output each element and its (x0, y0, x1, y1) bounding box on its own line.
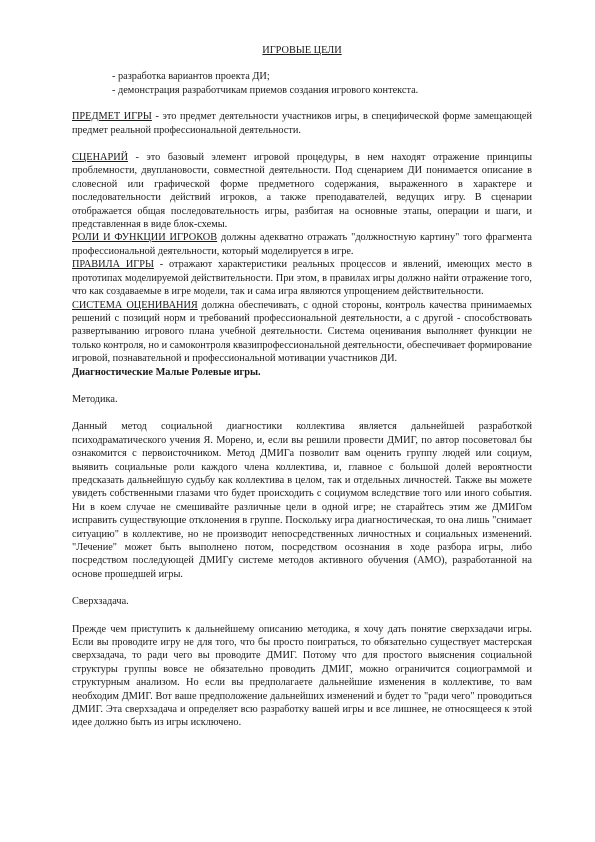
method-heading: Методика. (72, 393, 118, 405)
evaluation-text: должна обеспечивать, с одной стороны, контроль качества принимаемых решений с позиций норм и требований профессиональной деятельности, а с другой - способствовать развертыванию игрового плана учебной деятельности. Система оценивания выполняет функции не только контроля, но и самоконтроля квазипрофессиональной деятельности, обеспечивает формирование игровой, познавательной и профессиональной мотивации участников ДИ. (72, 299, 532, 365)
scenario-term: СЦЕНАРИЙ (72, 152, 129, 164)
section-heading: Диагностические Малые Ролевые игры. (72, 366, 261, 378)
rules-text: - отражают характеристики реальных процессов и явлений, имеющих место в прототипах моделируемой действительности. При этом, в правилах игры должно найти отражение того, что как создаваемые в игре модели, так и сама игра являются упрощением действительности. (72, 259, 532, 298)
scenario-paragraph (72, 151, 532, 231)
subject-paragraph (72, 110, 532, 137)
goals-list (112, 70, 532, 97)
roles-paragraph (72, 231, 532, 258)
roles-text: должны адекватно отражать "должностную картину" того фрагмента профессиональной деятельности, который моделируется в игре. (72, 232, 532, 257)
list-item: - разработка вариантов проекта ДИ; (112, 71, 270, 83)
method-paragraph: Данный метод социальной диагностики коллектива является дальнейшей разработкой психодраматического учения Я. Морено, и, если вы решили провести ДМИГ, по автор посоветовал бы ознакомится с первоисточником. Метод ДМИГа позволит вам оценить группу людей или социум, выявить социальные роли каждого члена коллектива, и, главное с большой долей вероятности предсказать дальнейшую судьбу как коллектива в целом, так и отдельных личностей. Также вы можете увидеть собственными глазами что будет происходить с социумом вследствие того или иного события. Ни в коем случае не смешивайте различные цели в одной игре; не старайтесь этим же ДМИГом исправить существующие отклонения в группе. Поскольку игра диагностическая, то она лишь "снимает ситуацию" в коллективе, но не производит непосредственных личностных и социальных изменений. "Лечение" может быть выполнено потом, посредством осознания в ходе разбора игры, либо посредством последующей ДМИГу системе методов активного обучения (АМО), разработанной на основе прошедшей игры. (72, 421, 532, 580)
supertask-paragraph: Прежде чем приступить к дальнейшему описанию методика, я хочу дать понятие сверхзадачи игры. Если вы проводите игру не для того, что бы просто поиграться, то обязательно существует мастерская сверхзадача, то ради чего вы проводите ДМИГ. Потому что для простого выяснения социальной структуры группы вовсе не обязательно проводить ДМИГ, можно ограничится социограммой и структурным анализом. Но если вы предполагаете дальнейшие изменения в коллективе, то вам необходим ДМИГ. Вот ваше предположение дальнейших изменений и будет то "ради чего" проводиться ДМИГ. Эта сверхзадача и определяет всю разработку вашей игры и все лишнее, не относящееся к этой идее должно быть из игры исключено. (72, 623, 532, 729)
rules-term: ПРАВИЛА ИГРЫ (72, 259, 154, 271)
list-item: - демонстрация разработчикам приемов создания игрового контекста. (112, 84, 419, 96)
supertask-heading: Сверхзадача. (72, 596, 129, 608)
scenario-text: - это базовый элемент игровой процедуры, в нем находят отражение принципы проблемности, двуплановости, совместной деятельности. Под сценарием ДИ понимается описание в словесной или графической форме предметного содержания, выраженного в характере и последовательности действий игроков, а также преподавателей, ведущих игру. В сценарии отображается общая последовательность игры, разбитая на основные этапы, операции и шаги, и представленная в виде блок-схемы. (72, 152, 532, 231)
evaluation-term: СИСТЕМА ОЦЕНИВАНИЯ (72, 299, 198, 311)
roles-term: РОЛИ И ФУНКЦИИ ИГРОКОВ (72, 232, 218, 244)
document-body (72, 44, 532, 730)
evaluation-paragraph (72, 299, 532, 366)
page-title: ИГРОВЫЕ ЦЕЛИ (262, 45, 342, 56)
subject-term: ПРЕДМЕТ ИГРЫ (72, 111, 152, 123)
rules-paragraph (72, 258, 532, 298)
subject-text: - это предмет деятельности участников игры, в специфической форме замещающей предмет реальной профессиональной деятельности. (72, 111, 532, 136)
